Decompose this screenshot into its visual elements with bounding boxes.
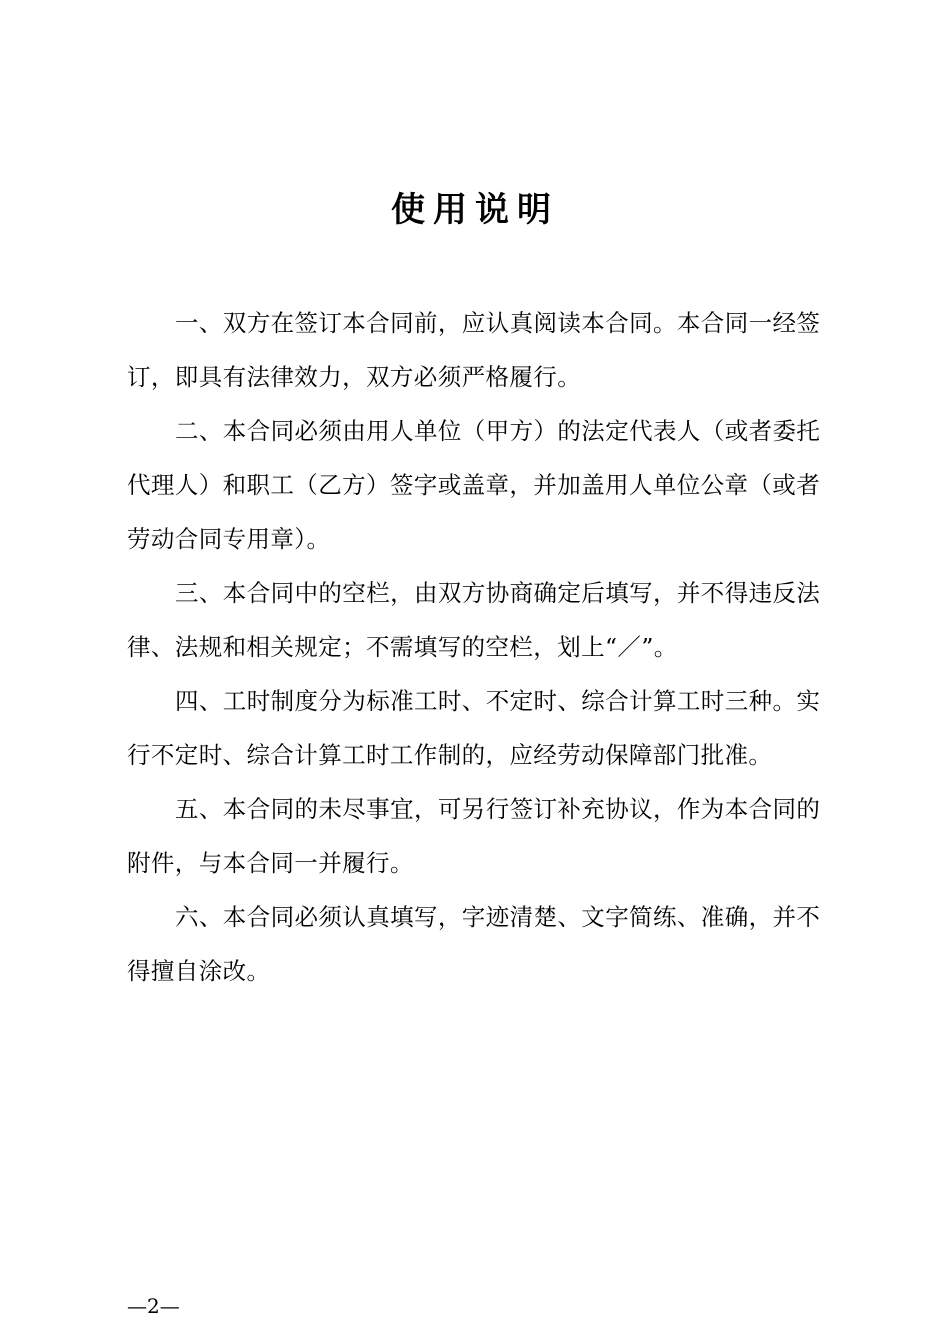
paragraph-1 <box>127 302 847 410</box>
paragraph-3 <box>127 572 847 680</box>
instructions-body <box>127 302 847 1004</box>
paragraph-line: 订，即具有法律效力，双方必须严格履行。 <box>127 363 582 391</box>
paragraph-line: 五、本合同的未尽事宜，可另行签订补充协议，作为本合同的 <box>175 795 821 823</box>
paragraph-5 <box>127 788 847 896</box>
paragraph-line: 律、法规和相关规定；不需填写的空栏，划上“／”。 <box>127 633 678 661</box>
paragraph-line: 六、本合同必须认真填写，字迹清楚、文字简练、准确，并不 <box>175 903 821 931</box>
paragraph-line: 得擅自涂改。 <box>127 957 271 985</box>
paragraph-line: 二、本合同必须由用人单位（甲方）的法定代表人（或者委托 <box>175 417 821 445</box>
paragraph-line: 附件，与本合同一并履行。 <box>127 849 414 877</box>
paragraph-line: 劳动合同专用章）。 <box>127 525 331 553</box>
paragraph-6 <box>127 896 847 1004</box>
page-title: 使用说明 <box>391 190 559 230</box>
paragraph-line: 行不定时、综合计算工时工作制的，应经劳动保障部门批准。 <box>127 741 773 769</box>
paragraph-line: 四、工时制度分为标准工时、不定时、综合计算工时三种。实 <box>175 687 821 715</box>
paragraph-line: 代理人）和职工（乙方）签字或盖章，并加盖用人单位公章（或者 <box>127 471 821 499</box>
paragraph-line: 三、本合同中的空栏，由双方协商确定后填写，并不得违反法 <box>175 579 821 607</box>
paragraph-4 <box>127 680 847 788</box>
paragraph-2 <box>127 410 847 572</box>
page-number: —2— <box>127 1294 180 1318</box>
paragraph-line: 一、双方在签订本合同前，应认真阅读本合同。本合同一经签 <box>175 309 821 337</box>
